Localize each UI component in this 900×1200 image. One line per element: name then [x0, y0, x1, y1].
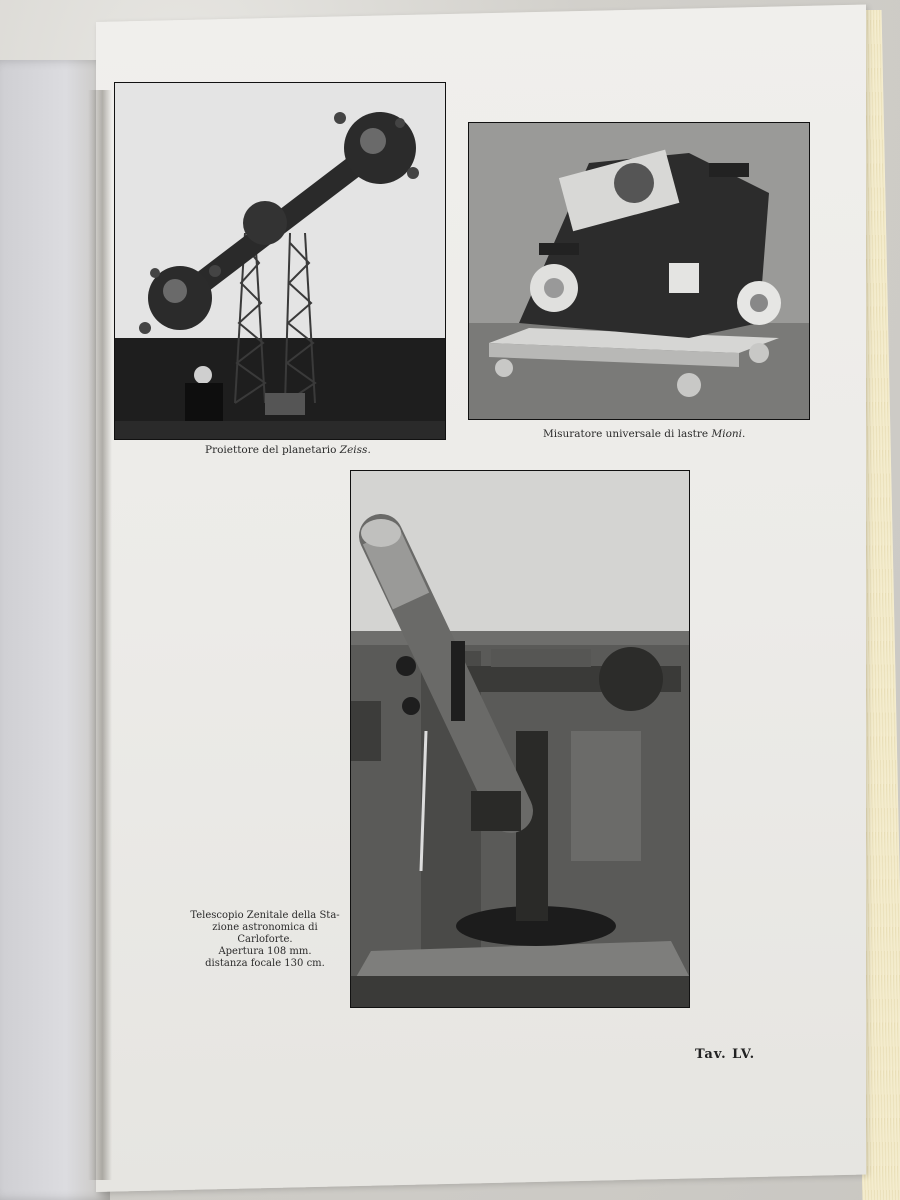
caption-mioni-measurer	[543, 428, 745, 441]
caption-telescope-line2: zione astronomica di Carloforte.	[212, 922, 318, 945]
caption-zeiss-projector	[205, 444, 371, 457]
caption-telescope-line3: Apertura 108 mm.	[218, 946, 312, 957]
plate-number-label: Tav. LV.	[695, 1047, 756, 1062]
caption-telescope-line1: Telescopio Zenitale della Sta-	[190, 910, 340, 921]
caption-mioni-name: Mioni	[711, 428, 743, 440]
caption-telescope-line4: distanza focale 130 cm.	[205, 958, 325, 969]
caption-zeiss-name: Zeiss	[339, 444, 368, 456]
photo-zenith-telescope	[350, 470, 690, 1008]
book-spine-shadow	[88, 90, 112, 1180]
caption-zeiss-suffix: .	[367, 444, 371, 456]
caption-zenith-telescope	[190, 910, 340, 970]
photo-zeiss-projector	[114, 82, 446, 440]
caption-mioni-prefix: Misuratore universale di lastre	[543, 428, 712, 440]
caption-zeiss-prefix: Proiettore del planetario	[205, 444, 340, 456]
caption-mioni-suffix: .	[742, 428, 746, 440]
photo-mioni-measuring-machine	[468, 122, 810, 420]
